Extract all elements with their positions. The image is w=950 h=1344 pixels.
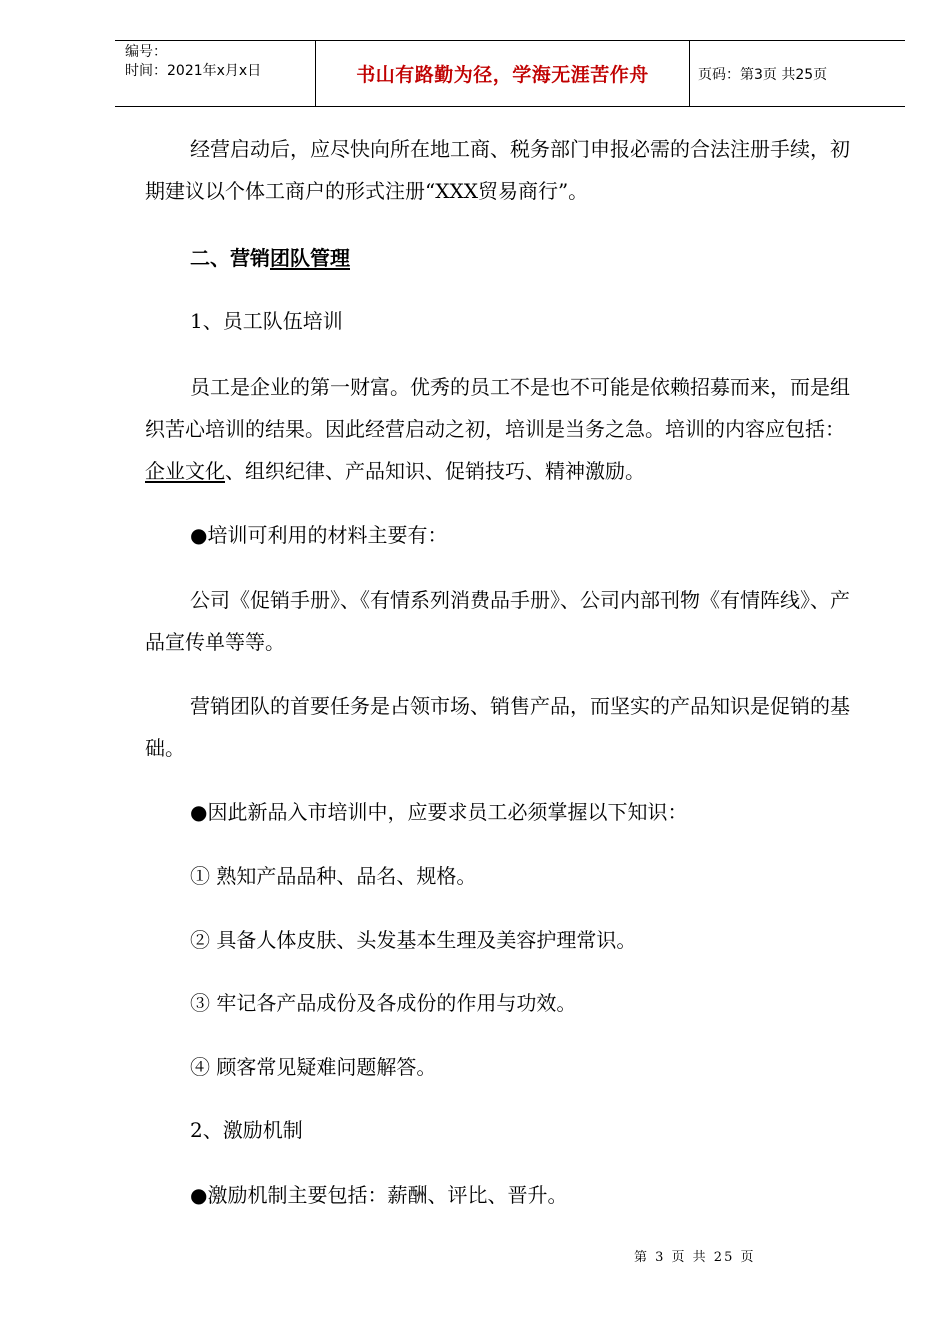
training-text-a: 员工是企业的第一财富。优秀的员工不是也不可能是依赖招募而来，而是组织苦心培训的结果。因此经营启动之初，培训是当务之急。培训的内容应包括： xyxy=(145,375,850,441)
page-header xyxy=(115,40,905,107)
header-motto: 书山有路勤为径，学海无涯苦作舟 xyxy=(316,41,690,106)
section-heading-underlined: 团队管理 xyxy=(270,246,350,270)
knowledge-item-1: ① 熟知产品品种、品名、规格。 xyxy=(190,864,477,888)
materials-paragraph: 公司《促销手册》、《有情系列消费品手册》、公司内部刊物《有情阵线》、产品宣传单等等。 xyxy=(145,588,850,654)
page-footer: 第 3 页 共 25 页 xyxy=(634,1250,756,1265)
bullet-incentive: ●激励机制主要包括：薪酬、评比、晋升。 xyxy=(190,1183,568,1207)
knowledge-item-4: ④ 顾客常见疑难问题解答。 xyxy=(190,1055,437,1079)
knowledge-item-3: ③ 牢记各产品成份及各成份的作用与功效。 xyxy=(190,991,577,1015)
training-text-b: 、组织纪律、产品知识、促销技巧、精神激励。 xyxy=(225,459,645,483)
sub-heading-training: 1、员工队伍培训 xyxy=(190,309,343,333)
header-page-info: 页码：第3页 共25页 xyxy=(698,66,828,83)
knowledge-item-2: ② 具备人体皮肤、头发基本生理及美容护理常识。 xyxy=(190,928,637,952)
training-paragraph xyxy=(145,366,861,492)
section-heading-prefix: 二、营销 xyxy=(190,246,270,270)
sub-heading-incentive: 2、激励机制 xyxy=(190,1118,303,1142)
header-meta xyxy=(115,41,316,106)
task-paragraph: 营销团队的首要任务是占领市场、销售产品，而坚实的产品知识是促销的基础。 xyxy=(145,694,850,760)
header-time: 时间：2021年x月x日 xyxy=(125,63,262,79)
section-heading xyxy=(190,243,350,273)
intro-paragraph: 经营启动后，应尽快向所在地工商、税务部门申报必需的合法注册手续，初期建议以个体工商户的形式注册“XXX贸易商行”。 xyxy=(145,137,850,203)
header-number: 编号： xyxy=(125,44,167,60)
bullet-materials: ●培训可利用的材料主要有： xyxy=(190,523,448,547)
bullet-knowledge: ●因此新品入市培训中，应要求员工必须掌握以下知识： xyxy=(190,800,688,824)
corporate-culture-link[interactable]: 企业文化 xyxy=(145,459,225,483)
